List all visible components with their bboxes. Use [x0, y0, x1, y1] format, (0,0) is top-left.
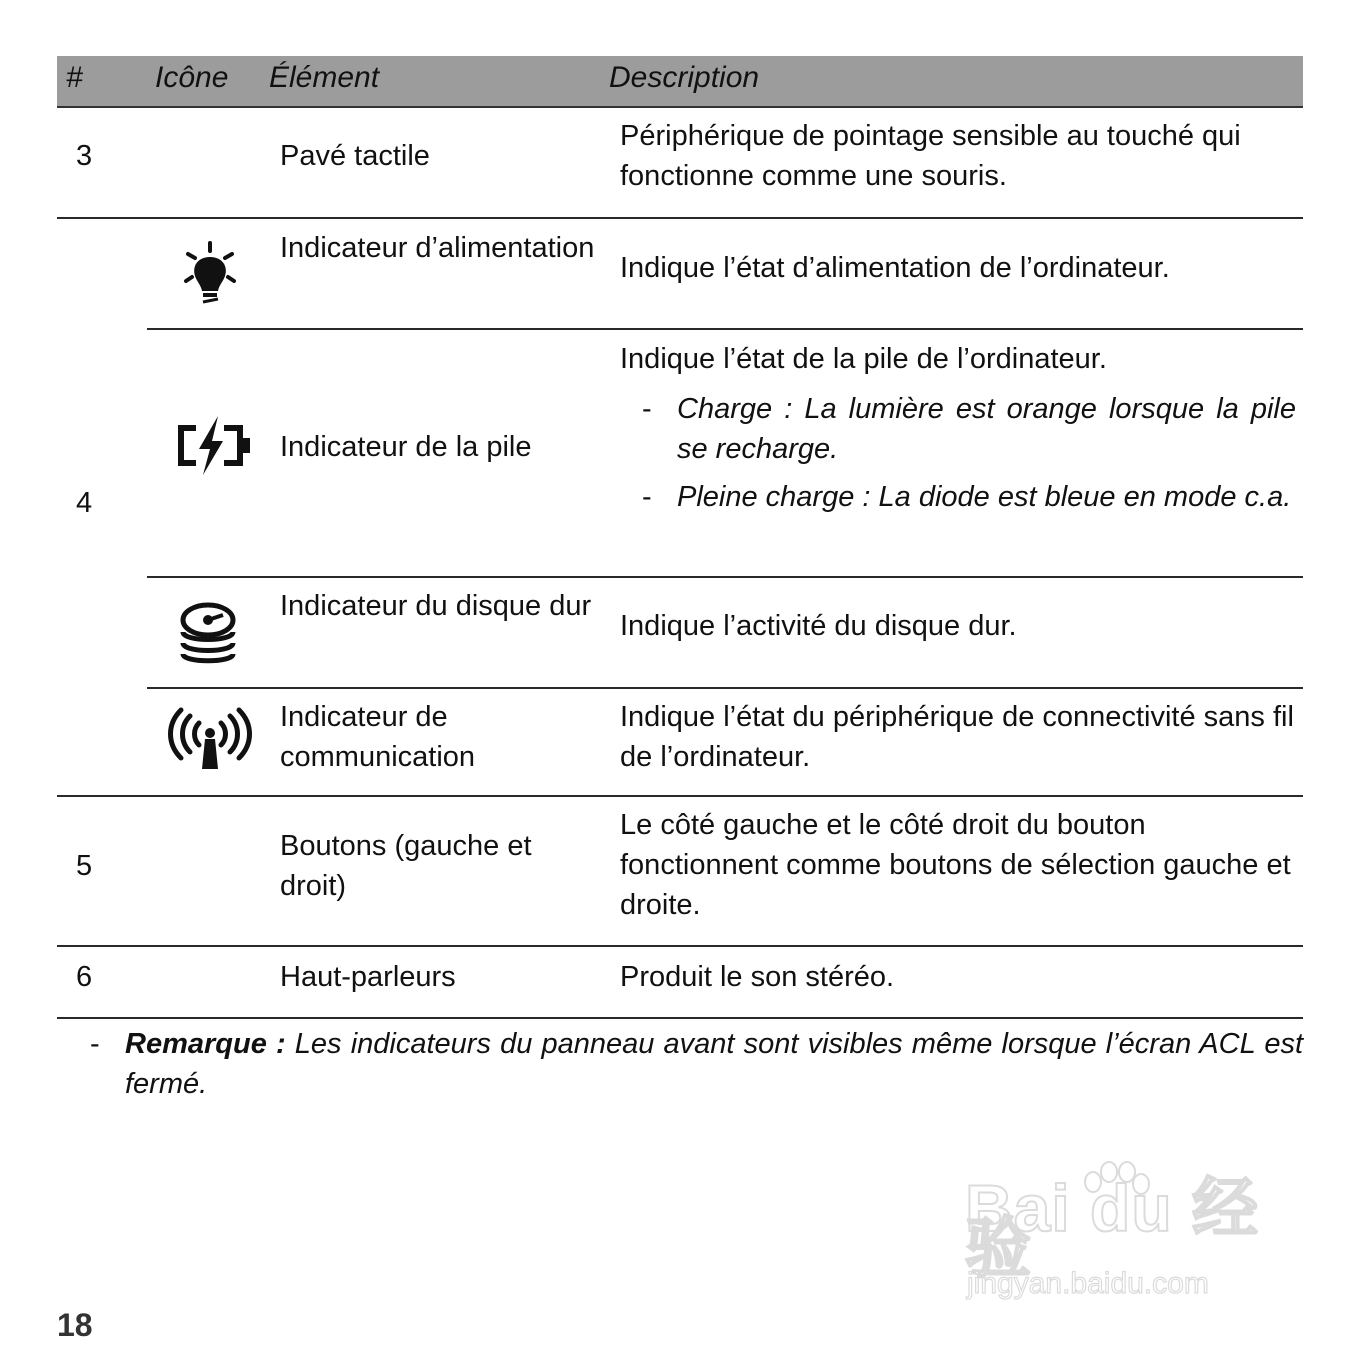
bullet-item: - Charge : La lumière est orange lorsque la pile se recharge. [620, 389, 1296, 469]
element-label: Indicateur d’alimentation [280, 232, 595, 264]
element-description: Périphérique de pointage sensible au touché qui fonctionne comme une souris. [620, 120, 1241, 192]
row-number: 4 [76, 487, 93, 519]
header-num: # [66, 61, 83, 94]
remark-text: Les indicateurs du panneau avant sont visibles même lorsque l’écran ACL est fermé. [125, 1028, 1303, 1100]
watermark-logo: Bai du 经验 [965, 1171, 1260, 1285]
table-row [147, 689, 1303, 797]
remark-note [57, 1024, 1303, 1104]
battery-charging-icon [165, 411, 255, 481]
element-description: Produit le son stéréo. [620, 961, 895, 993]
element-description: Indique l’état du périphérique de connectivité sans fil de l’ordinateur. [620, 701, 1294, 773]
table-row [57, 947, 1303, 1019]
table-row [147, 330, 1303, 578]
element-label: Haut-parleurs [280, 961, 456, 993]
element-label: Indicateur du disque dur [280, 590, 592, 622]
header-icon: Icône [155, 61, 229, 94]
lightbulb-icon [165, 237, 255, 307]
watermark-url: jingyan.baidu.com [967, 1267, 1209, 1300]
remark-dash: - [90, 1028, 100, 1060]
bullet-item: - Pleine charge : La diode est bleue en mode c.a. [620, 477, 1296, 517]
header-description: Description [609, 61, 760, 94]
element-label: Indicateur de communication [280, 701, 476, 773]
table-row-group [57, 219, 1303, 797]
feature-table [57, 56, 1303, 1100]
table-header [57, 56, 1303, 108]
element-description: Le côté gauche et le côté droit du bouton fonctionnent comme boutons de sélection gauche et droite. [620, 809, 1291, 921]
row-number: 6 [76, 961, 93, 993]
bullet-list [620, 389, 1296, 517]
element-label: Indicateur de la pile [280, 431, 532, 463]
element-label: Pavé tactile [280, 140, 430, 172]
remark-label: Remarque : [125, 1028, 286, 1060]
table-row [147, 219, 1303, 330]
element-description: Indique l’activité du disque dur. [620, 610, 1017, 642]
element-label: Boutons (gauche et droit) [280, 830, 532, 902]
element-description: Indique l’état d’alimentation de l’ordinateur. [620, 252, 1170, 284]
element-description: Indique l’état de la pile de l’ordinateur. [620, 343, 1107, 375]
row-number: 3 [76, 140, 93, 172]
table-row [57, 797, 1303, 947]
element-description-block [620, 339, 1296, 525]
table-row [57, 108, 1303, 219]
wireless-icon [165, 707, 255, 777]
hard-disk-icon [165, 596, 255, 666]
header-element: Élément [269, 61, 380, 94]
page-number: 18 [57, 1307, 93, 1343]
baidu-watermark [965, 1160, 1285, 1310]
table-row [147, 578, 1303, 689]
row-number: 5 [76, 850, 93, 882]
